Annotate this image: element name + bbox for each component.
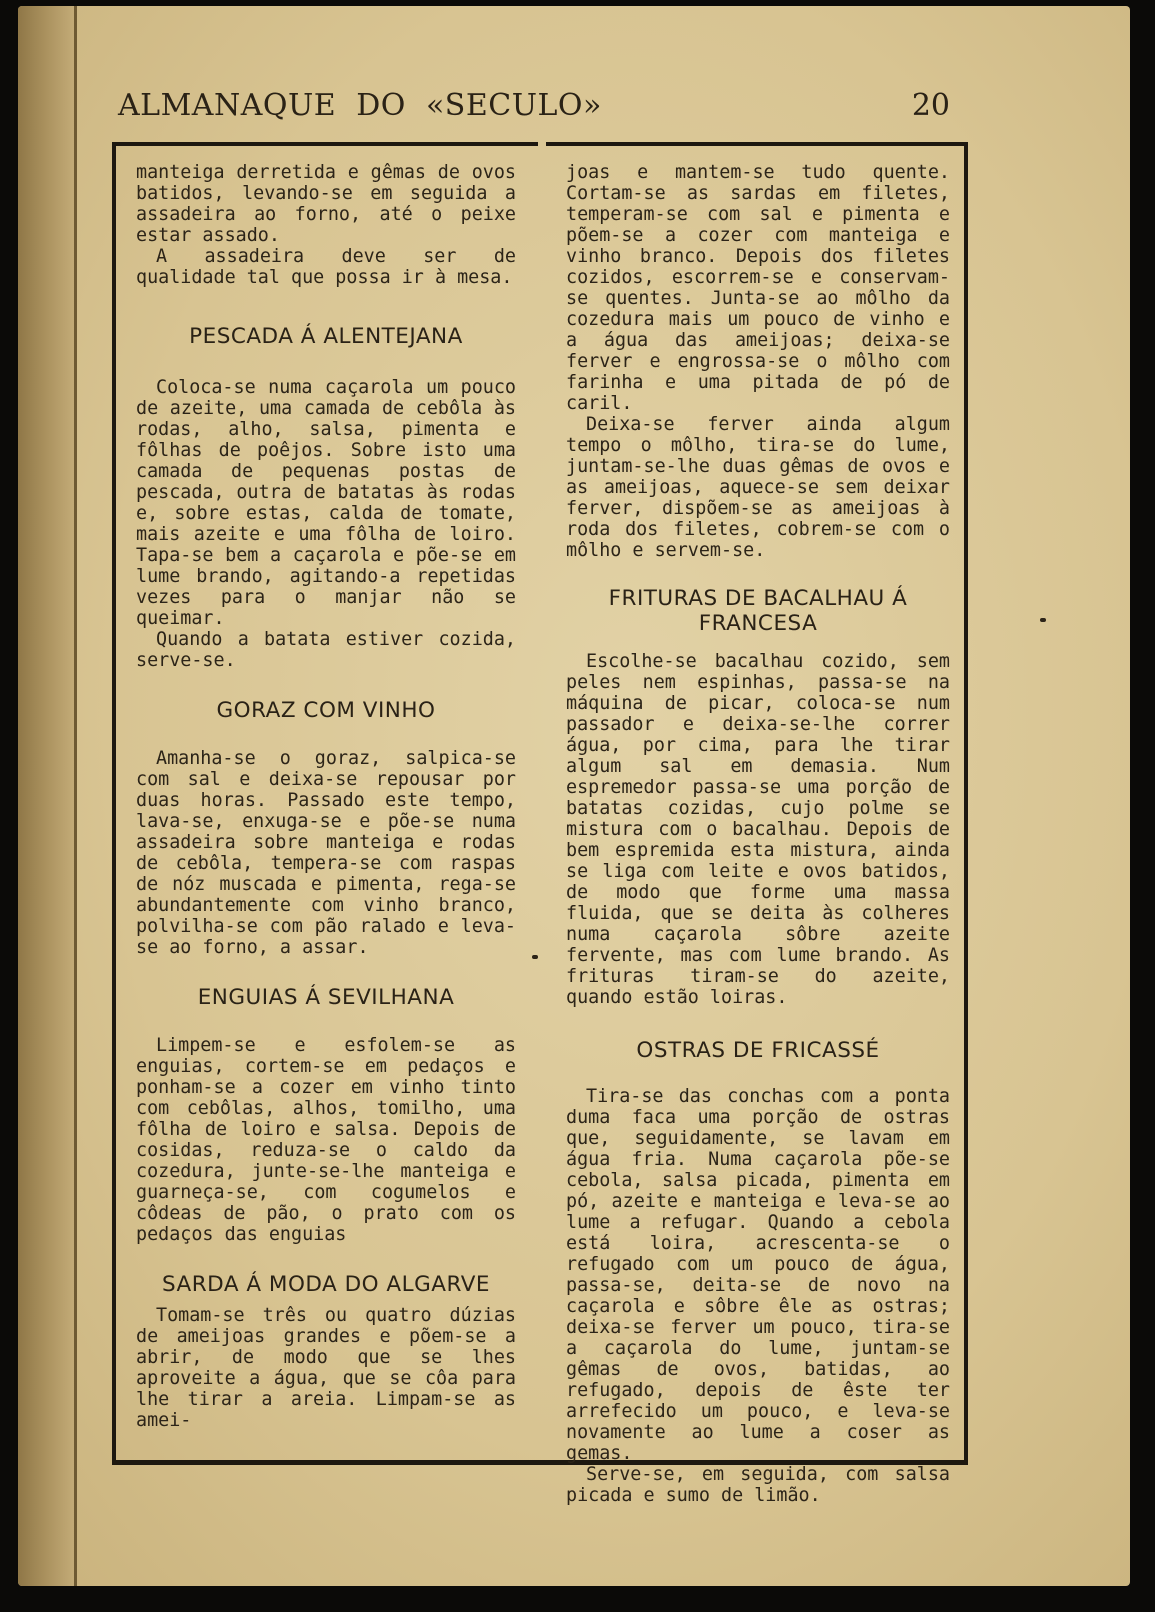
spine-fold-line <box>74 6 77 1586</box>
continuation-paragraph: joas e mantem-se tudo quente. Cortam-se as sardas em filetes, temperam-se com sal e pimenta e põem-se a cozer com manteiga e vinho branco. Depois dos filetes cozidos, escorrem-se e conservam-se quentes. Junta-se ao môlho da cozedura mais um pouco de vinho e a água das ameijoas; deixa-se ferver e engrossa-se o môlho com farinha e uma pitada de pó de caril. <box>566 162 950 414</box>
continuation-paragraph: Deixa-se ferver ainda algum tempo o môlho, tira-se do lume, juntam-se-lhe duas gêmas de ovos e as ameijoas, aquece-se sem deixar ferver, dispõem-se as ameijoas à roda dos filetes, cobrem-se com o môlho e servem-se. <box>566 414 950 561</box>
recipe-title: SARDA Á MODA DO ALGARVE <box>161 1272 491 1297</box>
right-column-border <box>964 142 968 1465</box>
stray-mark <box>532 955 538 959</box>
recipe-title: PESCADA Á ALENTEJANA <box>189 324 463 349</box>
left-column <box>136 162 516 1431</box>
intro-paragraph: manteiga derretida e gêmas de ovos batidos, levando-se em seguida a assadeira ao forno, até o peixe estar assado. <box>136 162 516 246</box>
intro-paragraph: A assadeira deve ser de qualidade tal que possa ir à mesa. <box>136 246 516 288</box>
recipe-title: OSTRAS DE FRICASSÉ <box>636 1038 880 1063</box>
recipe-title: FRITURAS DE BACALHAU Á FRANCESA <box>608 586 908 636</box>
recipe-paragraph: Quando a batata estiver cozida, serve-se. <box>136 629 516 671</box>
running-header <box>118 88 958 132</box>
recipe-title: ENGUIAS Á SEVILHANA <box>197 985 455 1010</box>
recipe-paragraph: Serve-se, em seguida, com salsa picada e sumo de limão. <box>566 1464 950 1506</box>
page-number: 20 <box>911 88 950 123</box>
header-title: ALMANAQUE DO «SECULO» <box>118 88 602 123</box>
recipe-title: GORAZ COM VINHO <box>216 698 436 723</box>
book-spine <box>18 6 74 1586</box>
left-column-border <box>112 142 116 1465</box>
top-rule-right <box>546 142 967 146</box>
recipe-paragraph: Limpem-se e esfolem-se as enguias, cortem-se em pedaços e ponham-se a cozer em vinho tinto com cebôlas, alhos, tomilho, uma fôlha de loiro e salsa. Depois de cosidas, reduza-se o caldo da cozedura, junte-se-lhe manteiga e guarneça-se, com cogumelos e côdeas de pão, o prato com os pedaços das enguias <box>136 1035 516 1245</box>
right-column <box>566 162 950 1506</box>
stray-mark <box>1040 618 1046 622</box>
recipe-paragraph: Coloca-se numa caçarola um pouco de azeite, uma camada de cebôla às rodas, alho, salsa, pimenta e fôlhas de poêjos. Sobre isto uma camada de pequenas postas de pescada, outra de batatas às rodas e, sobre estas, calda de tomate, mais azeite e uma fôlha de loiro. Tapa-se bem a caçarola e põe-se em lume brando, agitando-a repetidas vezes para o manjar não se queimar. <box>136 377 516 629</box>
recipe-paragraph: Escolhe-se bacalhau cozido, sem peles nem espinhas, passa-se na máquina de picar, coloca-se num passador e deixa-se-lhe correr água, por cima, para lhe tirar algum sal em demasia. Num espremedor passa-se uma porção de batatas cozidas, cujo polme se mistura com o bacalhau. Depois de bem espremida esta mistura, ainda se liga com leite e ovos batidos, de modo que forme uma massa fluida, que se deita às colheres numa caçarola sôbre azeite fervente, mas com lume brando. As frituras tiram-se do azeite, quando estão loiras. <box>566 651 950 1008</box>
top-rule-left <box>112 142 538 146</box>
recipe-paragraph: Amanha-se o goraz, salpica-se com sal e deixa-se repousar por duas horas. Passado este tempo, lava-se, enxuga-se e põe-se numa assadeira sobre manteiga e rodas de cebôla, tempera-se com raspas de nóz muscada e pimenta, rega-se abundantemente com vinho branco, polvilha-se com pão ralado e leva-se ao forno, a assar. <box>136 748 516 958</box>
recipe-paragraph: Tomam-se três ou quatro dúzias de ameijoas grandes e põem-se a abrir, de modo que se lhes aproveite a água, que se côa para lhe tirar a areia. Limpam-se as amei- <box>136 1305 516 1431</box>
recipe-paragraph: Tira-se das conchas com a ponta duma faca uma porção de ostras que, seguidamente, se lavam em água fria. Numa caçarola põe-se cebola, salsa picada, pimenta em pó, azeite e manteiga e leva-se ao lume a refugar. Quando a cebola está loira, acrescenta-se o refugado com um pouco de água, passa-se, deita-se de novo na caçarola e sôbre êle as ostras; deixa-se ferver um pouco, tira-se a caçarola do lume, juntam-se gêmas de ovos, batidas, ao refugado, depois de êste ter arrefecido um pouco, e leva-se novamente ao lume a coser as gemas. <box>566 1086 950 1464</box>
